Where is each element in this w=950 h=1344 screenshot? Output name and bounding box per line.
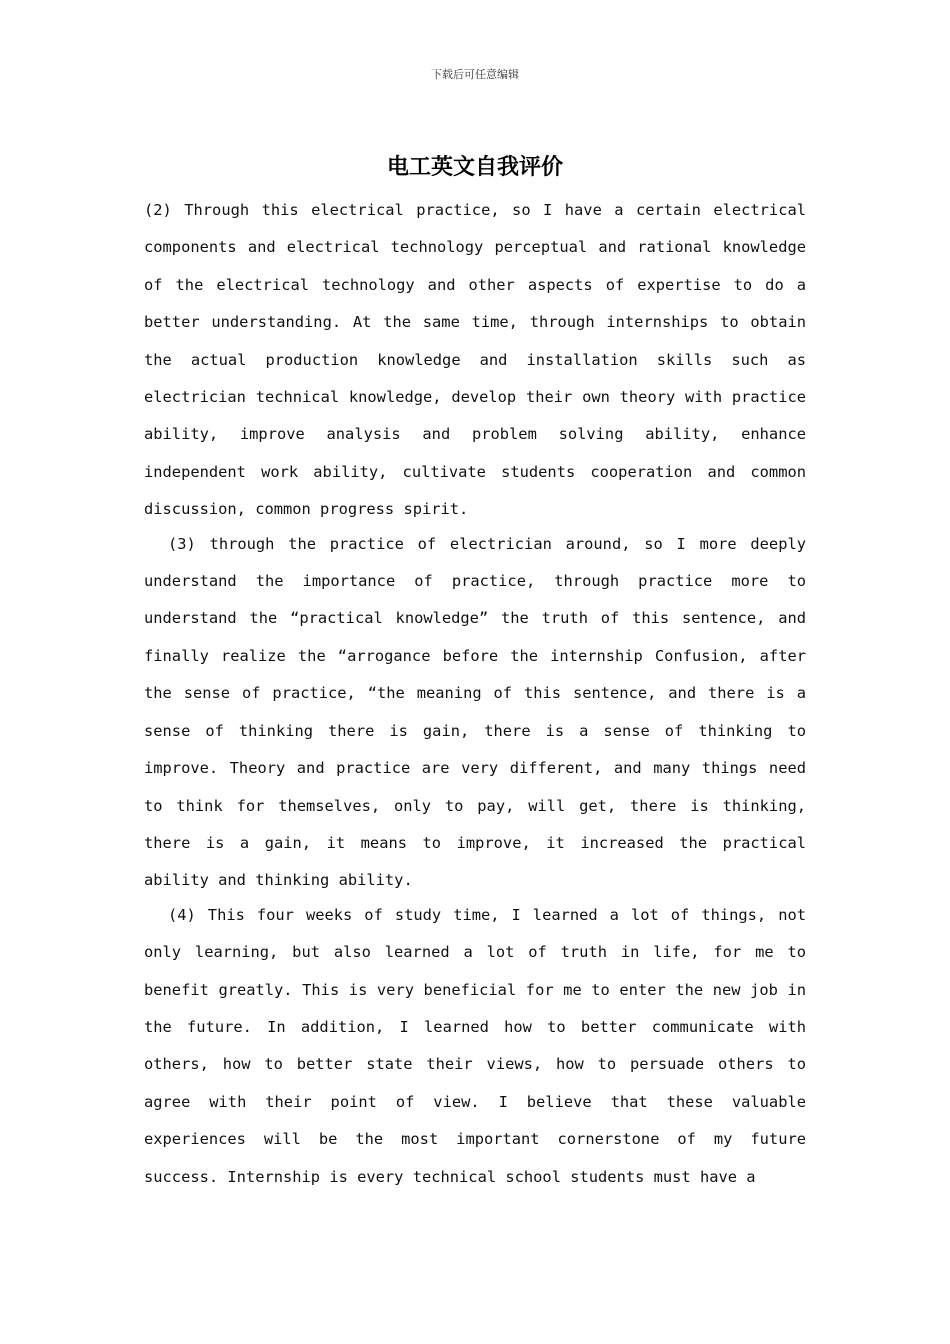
paragraph-4: (4) This four weeks of study time, I learned a lot of things, not only learning, but also learned a lot of truth in life, for me to benefit greatly. This is very beneficial for me to enter the new job in the future. In addition, I learned how to better communicate with others, how to better state their views, how to persuade others to agree with their point of view. I believe that these valuable experiences will be the most important cornerstone of my future success. Internship is every technical school students must have a [144, 905, 806, 1186]
paragraph-3: (3) through the practice of electrician around, so I more deeply understand the importance of practice, through practice more to understand the “practical knowledge” the truth of this sentence, and finally realize the “arrogance before the internship Confusion, after the sense of practice, “the meaning of this sentence, and there is a sense of thinking there is gain, there is a sense of thinking to improve. Theory and practice are very different, and many things need to think for themselves, only to pay, will get, there is thinking, there is a gain, it means to improve, it increased the practical ability and thinking ability. [144, 534, 806, 890]
page-header: 下载后可任意编辑 [431, 68, 519, 81]
paragraph-2: (2) Through this electrical practice, so I have a certain electrical components and electrical technology perceptual and rational knowledge of the electrical technology and other aspects of expertise to do a better understanding. At the same time, through internships to obtain the actual production knowledge and installation skills such as electrician technical knowledge, develop their own theory with practice ability, improve analysis and problem solving ability, enhance independent work ability, cultivate students cooperation and common discussion, common progress spirit. [144, 201, 806, 519]
document-body [144, 192, 806, 1193]
document-title: 电工英文自我评价 [386, 155, 563, 180]
